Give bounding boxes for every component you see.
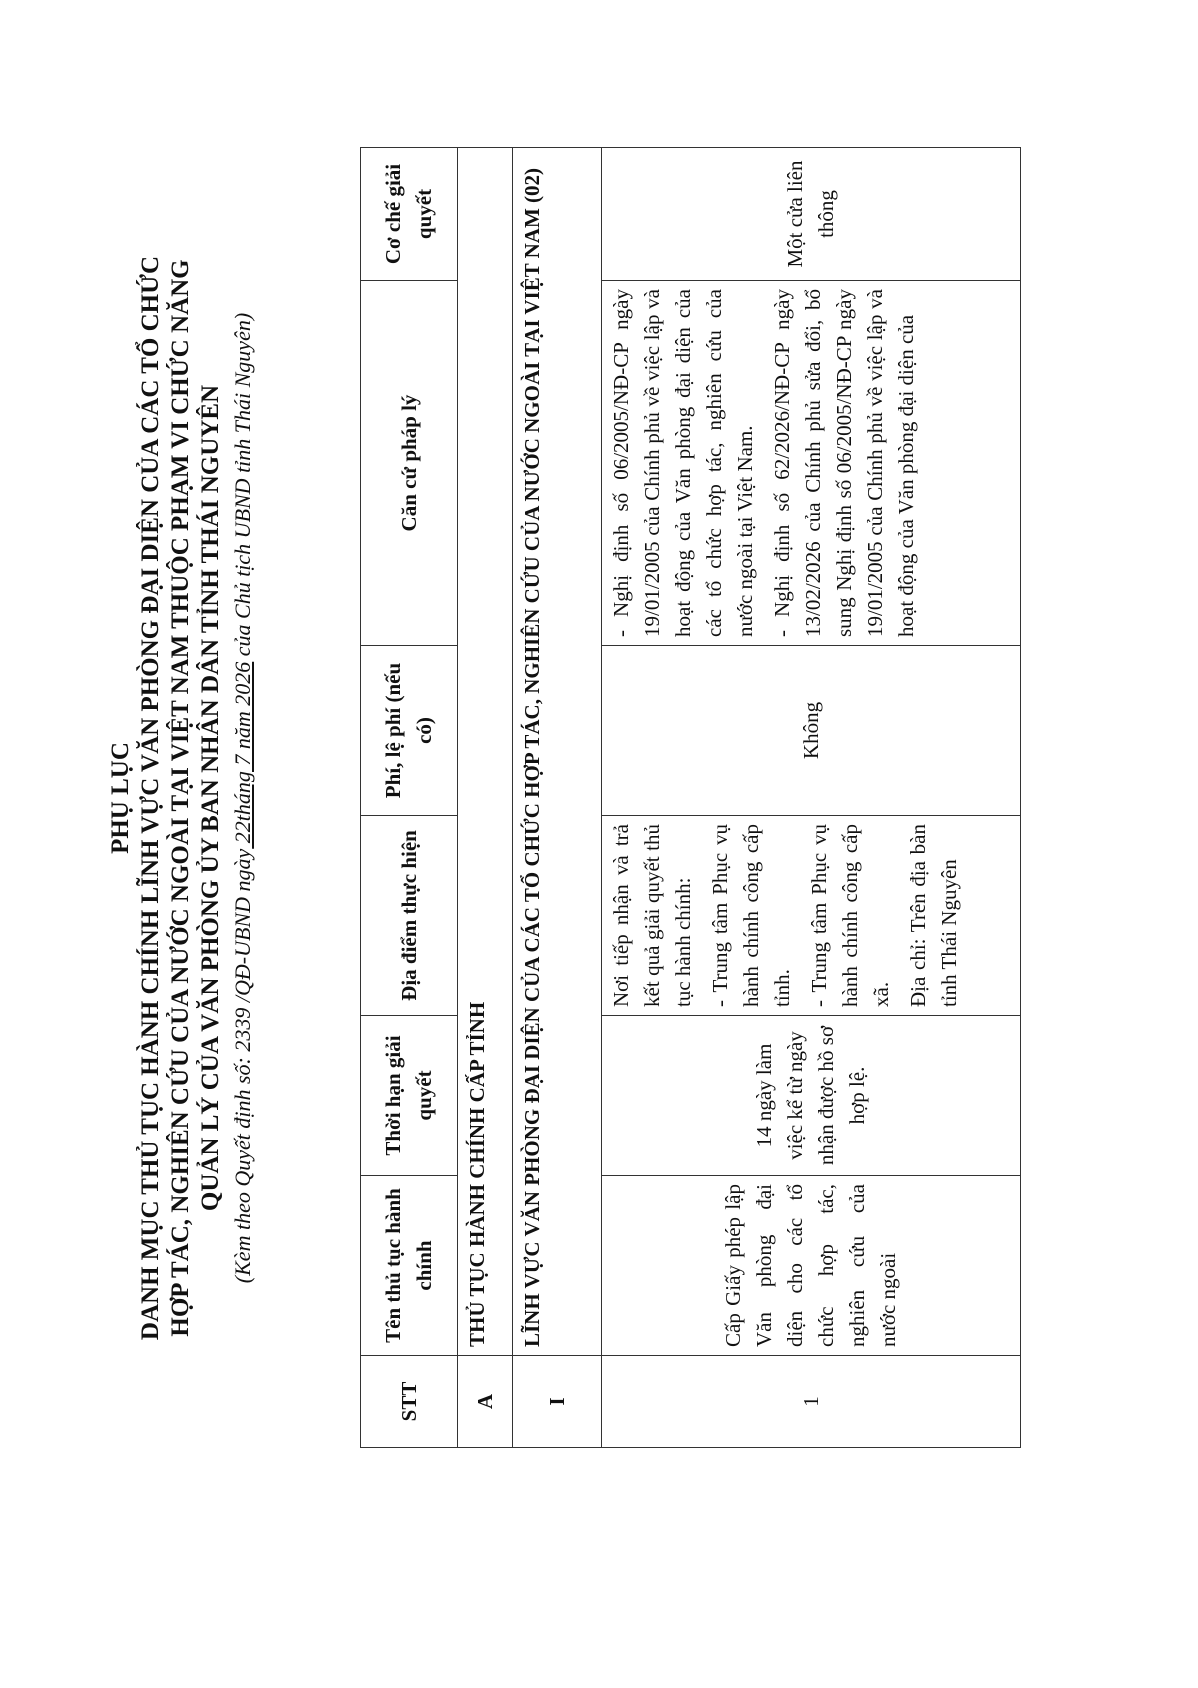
section-i-row [513, 148, 602, 1448]
row-procedure-name: Cấp Giấy phép lập Văn phòng đại diện cho các tổ chức hợp tác, nghiên cứu của nước ngoài [602, 1176, 1021, 1356]
heading-line-3: QUẢN LÝ CỦA VĂN PHÒNG ỦY BAN NHÂN DÂN TỈNH THÁI NGUYÊN [197, 384, 224, 1212]
document-header [60, 28, 330, 1568]
row-stt: 1 [602, 1356, 1021, 1448]
section-i-code: I [513, 1356, 602, 1448]
heading-line-1: DANH MỤC THỦ TỤC HÀNH CHÍNH LĨNH VỰC VĂN PHÒNG ĐẠI DIỆN CỦA CÁC TỔ CHỨC [137, 255, 164, 1341]
col-header-location: Địa điểm thực hiện [361, 816, 458, 1016]
row-legal-basis [602, 281, 1021, 646]
section-a-label: THỦ TỤC HÀNH CHÍNH CẤP TỈNH [458, 148, 513, 1356]
decision-prefix: (Kèm theo Quyết định số: [230, 1057, 255, 1284]
col-header-stt: STT [361, 1356, 458, 1448]
decision-number: 2339 /QĐ-UBND ngày [230, 848, 255, 1058]
col-header-deadline: Thời hạn giải quyết [361, 1016, 458, 1176]
decision-suffix: của Chủ tịch UBND tỉnh Thái Nguyên) [230, 312, 255, 662]
row-fee: Không [602, 646, 1021, 816]
row-deadline: 14 ngày làm việc kể từ ngày nhận được hồ sơ hợp lệ. [602, 1016, 1021, 1176]
location-provincial: - Trung tâm Phục vụ hành chính công cấp tỉnh. [708, 824, 794, 1007]
location-address: Địa chỉ: Trên địa bàn tỉnh Thái Nguyên [906, 824, 961, 1007]
location-intro: Nơi tiếp nhận và trả kết quả giải quyết thủ tục hành chính: [609, 824, 695, 1007]
location-commune: - Trung tâm Phục vụ hành chính công cấp xã. [807, 824, 893, 1007]
rotated-page [60, 28, 1100, 1568]
section-a-code: A [458, 1356, 513, 1448]
decision-reference [228, 28, 258, 1568]
decision-date: 22tháng 7 năm 2026 [230, 661, 255, 849]
document-heading [136, 28, 226, 1568]
procedure-table [360, 147, 1021, 1448]
table-row [602, 148, 1021, 1448]
appendix-title: PHỤ LỤC [107, 742, 134, 854]
legal-basis-2: - Nghị định số 62/2026/NĐ-CP ngày 13/02/2026 của Chính phủ sửa đổi, bổ sung Nghị định số 06/2005/NĐ-CP ngày 19/01/2005 của Chính phủ về việc lập và hoạt động của Văn phòng đại diện của [770, 289, 918, 637]
section-i-label: LĨNH VỰC VĂN PHÒNG ĐẠI DIỆN CỦA CÁC TỔ CHỨC HỢP TÁC, NGHIÊN CỨU CỦA NƯỚC NGOÀI TẠI VIỆT NAM (02) [513, 148, 602, 1356]
section-a-row [458, 148, 513, 1448]
row-location [602, 816, 1021, 1016]
row-mechanism: Một cửa liên thông [602, 148, 1021, 281]
col-header-fee: Phí, lệ phí (nếu có) [361, 646, 458, 816]
col-header-mechanism: Cơ chế giải quyết [361, 148, 458, 281]
heading-line-2: HỢP TÁC, NGHIÊN CỨU CỦA NƯỚC NGOÀI TẠI VIỆT NAM THUỘC PHẠM VI CHỨC NĂNG [167, 259, 194, 1337]
legal-basis-1: - Nghị định số 06/2005/NĐ-CP ngày 19/01/2005 của Chính phủ về việc lập và hoạt động của Văn phòng đại diện của các tổ chức hợp tác, nghiên cứu của nước ngoài tại Việt Nam. [609, 289, 757, 637]
col-header-name: Tên thủ tục hành chính [361, 1176, 458, 1356]
col-header-legal: Căn cứ pháp lý [361, 281, 458, 646]
table-header-row [361, 148, 458, 1448]
